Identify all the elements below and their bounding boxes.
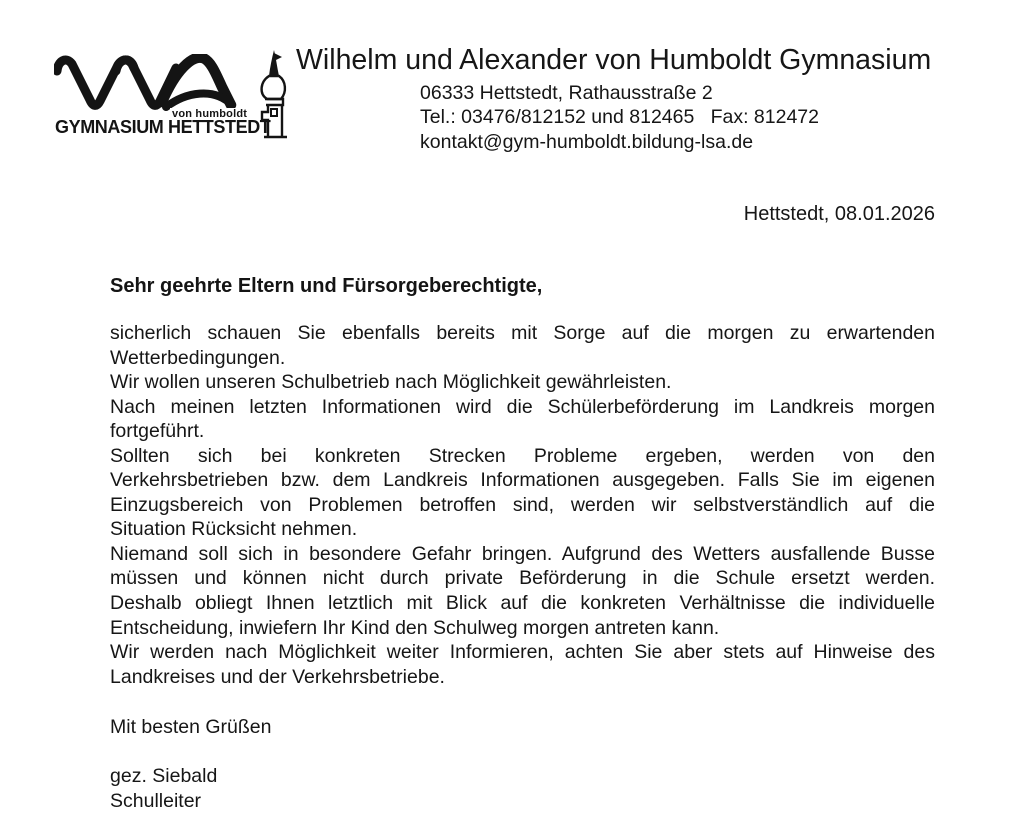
logo-school-name: GYMNASIUM HETTSTEDT: [55, 117, 271, 137]
logo-subtext: von humboldt: [172, 108, 248, 120]
tower-icon: [254, 49, 292, 142]
body-line: Landkreises und der Verkehrsbetriebe.: [110, 665, 445, 688]
phone-fax-line: Tel.: 03476/812152 und 812465 Fax: 812472: [420, 106, 819, 129]
school-name-title: Wilhelm und Alexander von Humboldt Gymnasium: [296, 44, 932, 76]
closing-line: Mit besten Grüßen: [110, 716, 272, 738]
body-line: Einzugsbereich von Problemen betroffen sind, werden wir selbstverständlich auf die: [110, 493, 935, 516]
body-line: Entscheidung, inwiefern Ihr Kind den Schulweg morgen antreten kann.: [110, 616, 720, 639]
body-line: Nach meinen letzten Informationen wird die Schülerbeförderung im Landkreis morgen: [110, 395, 935, 418]
body-line: sicherlich schauen Sie ebenfalls bereits mit Sorge auf die morgen zu erwartenden: [110, 322, 935, 344]
body-line: Wir wollen unseren Schulbetrieb nach Möglichkeit gewährleisten.: [110, 371, 672, 394]
date-line: Hettstedt, 08.01.2026: [743, 203, 935, 225]
signature-block: [110, 764, 217, 813]
body-line: müssen und können nicht durch private Beförderung in die Schule ersetzt werden.: [110, 567, 935, 590]
letter-body: [110, 321, 935, 689]
signature-role: Schulleiter: [110, 789, 202, 812]
address-line: 06333 Hettstedt, Rathausstraße 2: [420, 82, 713, 104]
signature-name: gez. Siebald: [110, 765, 218, 787]
body-line: Wetterbedingungen.: [110, 346, 286, 369]
body-line: Sollten sich bei konkreten Strecken Probleme ergeben, werden von den: [110, 444, 935, 467]
body-line: Deshalb obliegt Ihnen letztlich mit Blick auf die konkreten Verhältnisse die individuelle: [110, 592, 935, 615]
body-line: Niemand soll sich in besondere Gefahr bringen. Aufgrund des Wetters ausfallende Busse: [110, 542, 935, 565]
body-line: Wir werden nach Möglichkeit weiter Informieren, achten Sie aber stets auf Hinweise des: [110, 641, 935, 664]
email-line: kontakt@gym-humboldt.bildung-lsa.de: [420, 130, 754, 153]
body-line: fortgeführt.: [110, 420, 205, 443]
salutation: Sehr geehrte Eltern und Fürsorgeberechtigte,: [110, 275, 543, 297]
body-line: Situation Rücksicht nehmen.: [110, 518, 358, 541]
school-address-block: [420, 81, 819, 154]
body-line: Verkehrsbetrieben bzw. dem Landkreis Informationen ausgegeben. Falls Sie im eigenen: [110, 469, 935, 492]
